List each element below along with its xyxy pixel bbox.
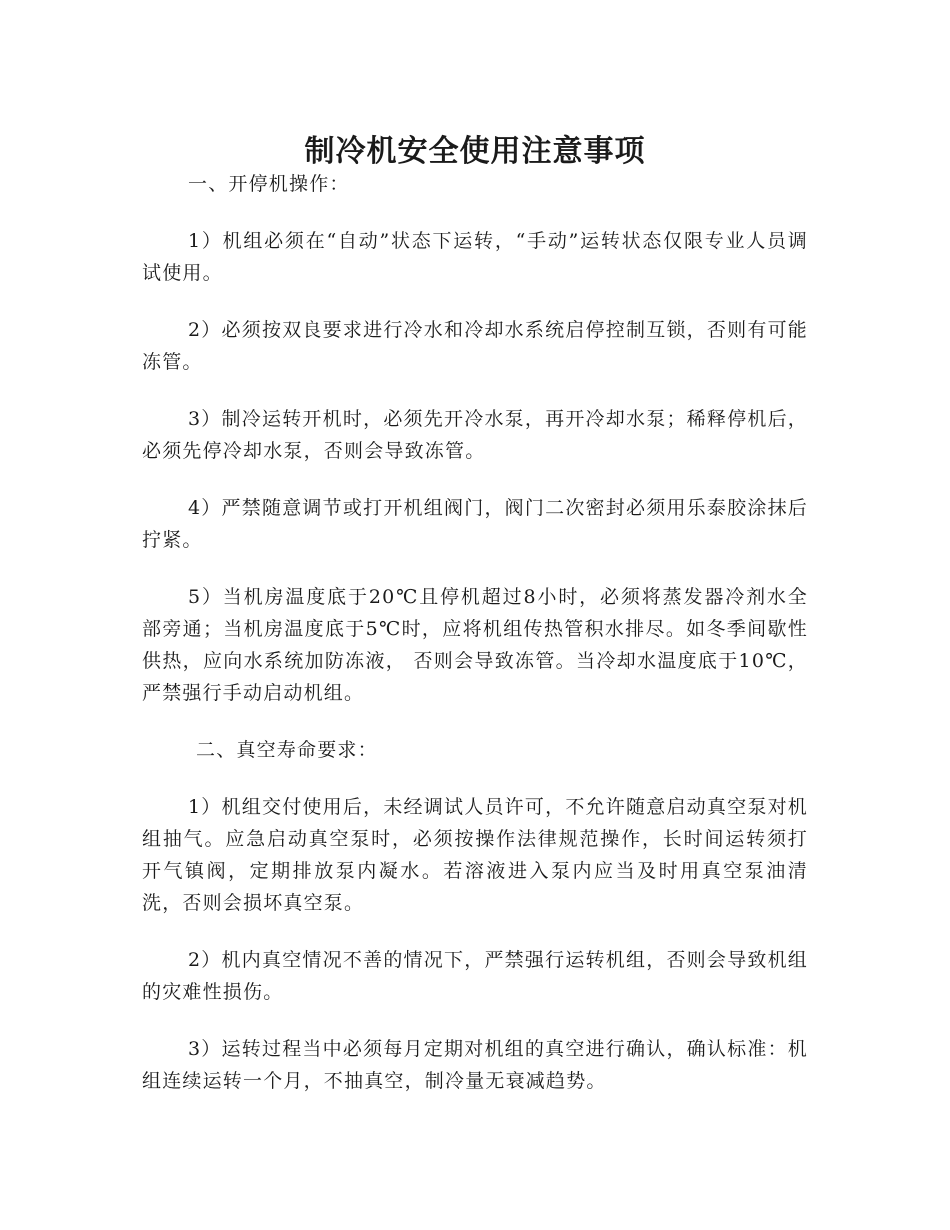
paragraph: 3）运转过程当中必须每月定期对机组的真空进行确认，确认标准：机组连续运转一个月，不抽真空，制冷量无衰减趋势。 <box>142 1038 808 1092</box>
paragraph: 5）当机房温度底于20℃且停机超过8小时，必须将蒸发器冷剂水全部旁通；当机房温度底于5℃时，应将机组传热管积水排尽。如冬季间歇性供热，应向水系统加防冻液， 否则会导致冻管。当冷却水温度底于10℃，严禁强行手动启动机组。 <box>142 586 808 704</box>
paragraph: 4）严禁随意调节或打开机组阀门，阀门二次密封必须用乐泰胶涂抹后拧紧。 <box>142 497 808 551</box>
paragraph: 1）机组交付使用后，未经调试人员许可，不允许随意启动真空泵对机组抽气。应急启动真空泵时，必须按操作法律规范操作，长时间运转须打开气镇阀，定期排放泵内凝水。若溶液进入泵内应当及时用真空泵油清洗，否则会损坏真空泵。 <box>142 796 808 914</box>
paragraph: 3）制冷运转开机时，必须先开冷水泵，再开冷却水泵；稀释停机后，必须先停冷却水泵，否则会导致冻管。 <box>142 408 808 462</box>
section-heading-startup-shutdown: 一、开停机操作： <box>188 173 350 195</box>
paragraph: 2）机内真空情况不善的情况下，严禁强行运转机组，否则会导致机组的灾难性损伤。 <box>142 949 808 1003</box>
paragraph: 1）机组必须在“自动”状态下运转，“手动”运转状态仅限专业人员调试使用。 <box>142 230 808 284</box>
paragraph: 2）必须按双良要求进行冷水和冷却水系统启停控制互锁，否则有可能冻管。 <box>142 319 808 373</box>
document-title: 制冷机安全使用注意事项 <box>304 134 646 170</box>
document-body <box>142 168 808 1097</box>
section-heading-vacuum-life: 二、真空寿命要求： <box>196 739 378 761</box>
